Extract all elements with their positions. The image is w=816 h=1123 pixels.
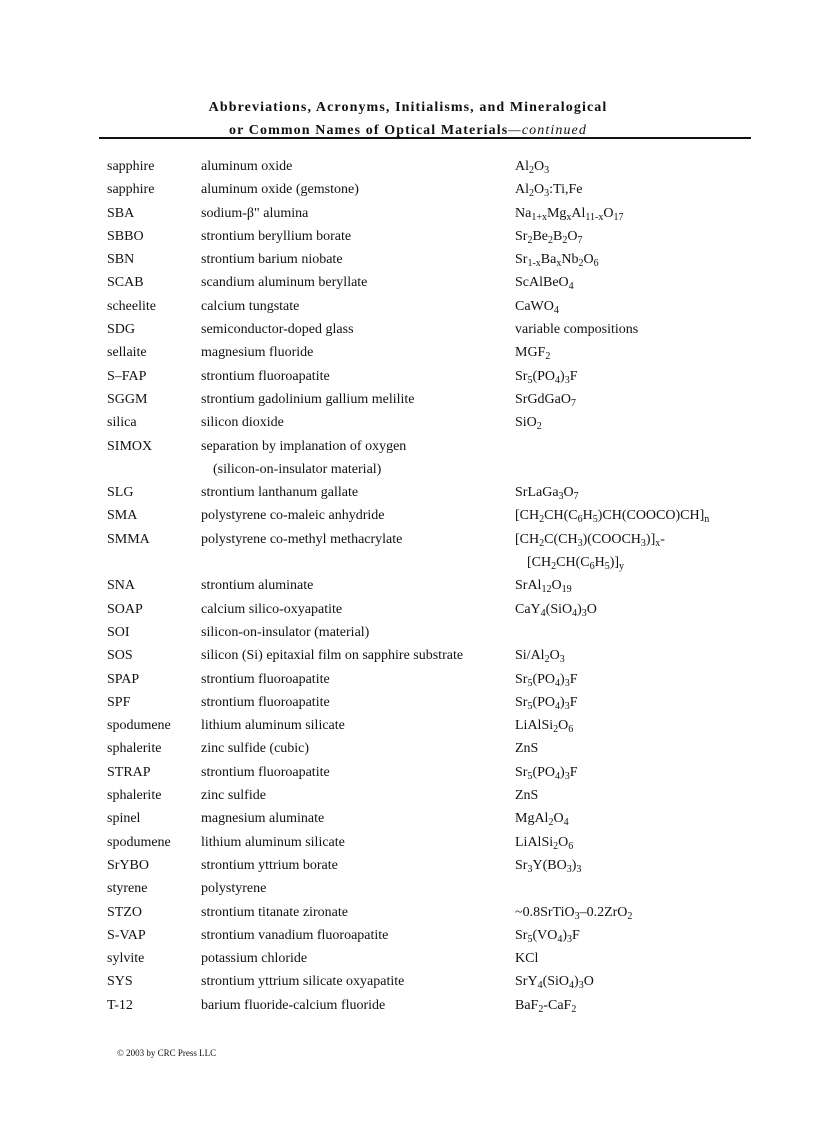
formula-cell: ScAlBeO$_4$ bbox=[515, 275, 574, 293]
formula-cell: ZnS bbox=[515, 788, 539, 804]
formula-cell: BaF$_2$-CaF$_2$ bbox=[515, 997, 577, 1015]
formula-cell: $CaY_4(SiO_4)_3O$ bbox=[515, 601, 597, 619]
abbreviation-cell: SPAP bbox=[107, 671, 140, 687]
table-row bbox=[107, 458, 755, 481]
abbreviation-cell bbox=[107, 551, 201, 574]
formula-cell: $Sr_5(PO_4)_3F$ bbox=[515, 694, 578, 712]
material-name-continuation: (silicon-on-insulator material) bbox=[213, 461, 382, 477]
material-name-cell: silicon (Si) epitaxial film on sapphire substrate bbox=[201, 648, 464, 664]
table-row bbox=[107, 435, 755, 458]
material-name-cell: lithium aluminum silicate bbox=[201, 834, 345, 850]
formula-cell: $Al_2O_3$ bbox=[515, 159, 550, 176]
abbreviation-cell: SBA bbox=[107, 205, 135, 221]
abbreviation-cell: SIMOX bbox=[107, 438, 153, 454]
table-row bbox=[107, 598, 755, 621]
material-name-cell: magnesium fluoride bbox=[201, 345, 314, 361]
material-name-cell: polystyrene co-maleic anhydride bbox=[201, 508, 385, 524]
abbreviation-cell: S-VAP bbox=[107, 927, 146, 943]
formula-cell: $Si/Al_2O_3$ bbox=[515, 648, 565, 666]
table-row bbox=[107, 574, 755, 597]
abbreviation-cell: SOI bbox=[107, 624, 130, 640]
formula-cell: $Al_2O_3:Ti,Fe$ bbox=[515, 182, 583, 200]
page-title bbox=[0, 96, 816, 142]
table-row bbox=[107, 877, 755, 900]
formula-cell: $SrY_4(SiO_4)_3O$ bbox=[515, 974, 594, 992]
table-row bbox=[107, 295, 755, 318]
material-name-cell: sodium-β" alumina bbox=[201, 205, 309, 221]
abbreviation-cell: T-12 bbox=[107, 997, 133, 1013]
material-name-cell: zinc sulfide bbox=[201, 788, 266, 804]
formula-cell: $SrAl_{12}O_{19}$ bbox=[515, 578, 572, 596]
material-name-cell: strontium yttrium borate bbox=[201, 857, 338, 873]
abbreviations-table bbox=[107, 155, 755, 1017]
continued-label: —continued bbox=[508, 123, 587, 138]
table-row bbox=[107, 644, 755, 667]
table-row bbox=[107, 248, 755, 271]
formula-cell bbox=[515, 458, 755, 481]
table-row bbox=[107, 341, 755, 364]
table-row bbox=[107, 854, 755, 877]
formula-cell: $Sr_2Be_2B_2O_7$ bbox=[515, 228, 583, 246]
header-rule bbox=[99, 137, 751, 139]
formula-cell: variable compositions bbox=[515, 322, 639, 338]
table-body bbox=[107, 155, 755, 1017]
table-row bbox=[107, 621, 755, 644]
material-name-cell: calcium silico-oxyapatite bbox=[201, 601, 343, 617]
table-row bbox=[107, 924, 755, 947]
material-name-cell: aluminum oxide (gemstone) bbox=[201, 182, 359, 198]
material-name-cell: strontium fluoroapatite bbox=[201, 694, 330, 710]
material-name-cell: strontium gadolinium gallium melilite bbox=[201, 391, 415, 407]
table-row bbox=[107, 668, 755, 691]
abbreviation-cell: SBBO bbox=[107, 228, 144, 244]
abbreviation-cell: SrYBO bbox=[107, 857, 150, 873]
table-row bbox=[107, 225, 755, 248]
material-name-cell: semiconductor-doped glass bbox=[201, 322, 354, 338]
abbreviation-cell: SCAB bbox=[107, 275, 144, 291]
table-row bbox=[107, 761, 755, 784]
abbreviation-cell: silica bbox=[107, 415, 137, 431]
material-name-cell: strontium vanadium fluoroapatite bbox=[201, 927, 389, 943]
formula-cell: $LiAlSi_2O_6$ bbox=[515, 718, 574, 736]
material-name-cell: lithium aluminum silicate bbox=[201, 718, 345, 734]
title-line-2-text: or Common Names of Optical Materials bbox=[229, 123, 509, 138]
material-name-cell: strontium yttrium silicate oxyapatite bbox=[201, 974, 405, 990]
material-name-cell: separation by implanation of oxygen bbox=[201, 438, 407, 454]
abbreviation-cell: SBN bbox=[107, 252, 135, 268]
abbreviation-cell: SOS bbox=[107, 648, 133, 664]
abbreviation-cell: SPF bbox=[107, 694, 131, 710]
abbreviation-cell: spodumene bbox=[107, 718, 171, 734]
formula-cell: SiO$_2$ bbox=[515, 415, 542, 433]
table-row bbox=[107, 504, 755, 527]
table-row bbox=[107, 994, 755, 1017]
formula-cell: $Sr_3Y(BO_3)_3$ bbox=[515, 857, 582, 875]
table-row bbox=[107, 737, 755, 760]
formula-cell: CaWO$_4$ bbox=[515, 298, 559, 316]
material-name-cell: strontium lanthanum gallate bbox=[201, 485, 359, 501]
material-name-cell: strontium fluoroapatite bbox=[201, 671, 330, 687]
abbreviation-cell: sylvite bbox=[107, 951, 145, 967]
abbreviation-cell: SDG bbox=[107, 322, 136, 338]
abbreviation-cell: SLG bbox=[107, 485, 134, 501]
table-row bbox=[107, 411, 755, 434]
table-row bbox=[107, 691, 755, 714]
table-row bbox=[107, 365, 755, 388]
material-name-cell: scandium aluminum beryllate bbox=[201, 275, 368, 291]
abbreviation-cell: spodumene bbox=[107, 834, 171, 850]
abbreviation-cell: scheelite bbox=[107, 298, 156, 314]
formula-cell: KCl bbox=[515, 951, 539, 967]
material-name-cell: strontium fluoroapatite bbox=[201, 764, 330, 780]
abbreviation-cell: SNA bbox=[107, 578, 136, 594]
table-row bbox=[107, 481, 755, 504]
formula-cell: $SrLaGa_3O_7$ bbox=[515, 485, 579, 503]
formula-cell: $Sr_{1-x}Ba_xNb_2O_6$ bbox=[515, 252, 599, 270]
formula-cell: SrGdGaO$_7$ bbox=[515, 391, 576, 409]
title-line-1: Abbreviations, Acronyms, Initialisms, and Mineralogical bbox=[208, 100, 608, 115]
table-row bbox=[107, 202, 755, 225]
table-row bbox=[107, 970, 755, 993]
abbreviation-cell: S–FAP bbox=[107, 368, 147, 384]
abbreviation-cell: spinel bbox=[107, 811, 141, 827]
table-row bbox=[107, 551, 755, 574]
table-row bbox=[107, 271, 755, 294]
formula-cell: $LiAlSi_2O_6$ bbox=[515, 834, 574, 852]
abbreviation-cell: sphalerite bbox=[107, 788, 162, 804]
table-row bbox=[107, 831, 755, 854]
formula-cell bbox=[515, 877, 755, 900]
table-row bbox=[107, 947, 755, 970]
abbreviation-cell: SMMA bbox=[107, 531, 150, 547]
abbreviation-cell: SGGM bbox=[107, 391, 148, 407]
material-name-cell: potassium chloride bbox=[201, 951, 308, 967]
material-name-cell: barium fluoride-calcium fluoride bbox=[201, 997, 386, 1013]
table-row bbox=[107, 178, 755, 201]
formula-cell bbox=[515, 621, 755, 644]
abbreviation-cell: SMA bbox=[107, 508, 138, 524]
material-name-cell: aluminum oxide bbox=[201, 159, 293, 174]
abbreviation-cell bbox=[107, 458, 201, 481]
table-row bbox=[107, 388, 755, 411]
material-name-cell: polystyrene co-methyl methacrylate bbox=[201, 531, 403, 547]
table-row bbox=[107, 318, 755, 341]
copyright-footer: © 2003 by CRC Press LLC bbox=[117, 1048, 217, 1058]
abbreviation-cell: sapphire bbox=[107, 182, 155, 198]
material-name-cell: zinc sulfide (cubic) bbox=[201, 741, 310, 757]
material-name-cell bbox=[201, 551, 515, 574]
formula-cell: ~0.8SrTiO$_3$–0.2ZrO$_2$ bbox=[515, 904, 633, 922]
table-row bbox=[107, 807, 755, 830]
material-name-cell: silicon dioxide bbox=[201, 415, 284, 431]
formula-cell: $[CH_2C(CH_3)(COOCH_3)]_x-$ bbox=[515, 531, 665, 549]
abbreviation-cell: sellaite bbox=[107, 345, 147, 361]
table-row bbox=[107, 901, 755, 924]
material-name-cell: strontium fluoroapatite bbox=[201, 368, 330, 384]
formula-cell: $Sr_5(PO_4)_3F$ bbox=[515, 671, 578, 689]
abbreviation-cell: styrene bbox=[107, 881, 148, 897]
material-name-cell: polystyrene bbox=[201, 881, 267, 897]
abbreviation-cell: STZO bbox=[107, 904, 142, 920]
abbreviation-cell: STRAP bbox=[107, 764, 151, 780]
abbreviation-cell: sphalerite bbox=[107, 741, 162, 757]
table-row bbox=[107, 155, 755, 178]
material-name-cell bbox=[201, 458, 515, 481]
formula-cell bbox=[515, 551, 755, 574]
formula-cell bbox=[515, 435, 755, 458]
table-row bbox=[107, 714, 755, 737]
material-name-cell: strontium beryllium borate bbox=[201, 228, 352, 244]
formula-cell: $MGF_2$ bbox=[515, 345, 551, 363]
abbreviation-cell: SOAP bbox=[107, 601, 143, 617]
material-name-cell: silicon-on-insulator (material) bbox=[201, 624, 370, 640]
formula-continuation: $[CH_2CH(C_6H_5)]_y$ bbox=[527, 555, 625, 573]
material-name-cell: magnesium aluminate bbox=[201, 811, 325, 827]
table-row bbox=[107, 528, 755, 551]
material-name-cell: strontium aluminate bbox=[201, 578, 314, 594]
formula-cell: $Na_{1+x}Mg_xAl_{11-x}O_{17}$ bbox=[515, 205, 624, 223]
material-name-cell: strontium titanate zironate bbox=[201, 904, 348, 920]
table-row bbox=[107, 784, 755, 807]
abbreviation-cell: sapphire bbox=[107, 159, 155, 174]
formula-cell: $MgAl_2O_4$ bbox=[515, 811, 569, 829]
formula-cell: $Sr_5(VO_4)_3F$ bbox=[515, 927, 580, 945]
material-name-cell: calcium tungstate bbox=[201, 298, 300, 314]
material-name-cell: strontium barium niobate bbox=[201, 252, 343, 268]
formula-cell: $Sr_5(PO_4)_3F$ bbox=[515, 764, 578, 782]
formula-cell: $Sr_5(PO_4)_3F$ bbox=[515, 368, 578, 386]
formula-cell: ZnS bbox=[515, 741, 539, 757]
abbreviation-cell: SYS bbox=[107, 974, 133, 990]
formula-cell: $[CH_2CH(C_6H_5)CH(COOCO)CH]_n$ bbox=[515, 508, 710, 526]
